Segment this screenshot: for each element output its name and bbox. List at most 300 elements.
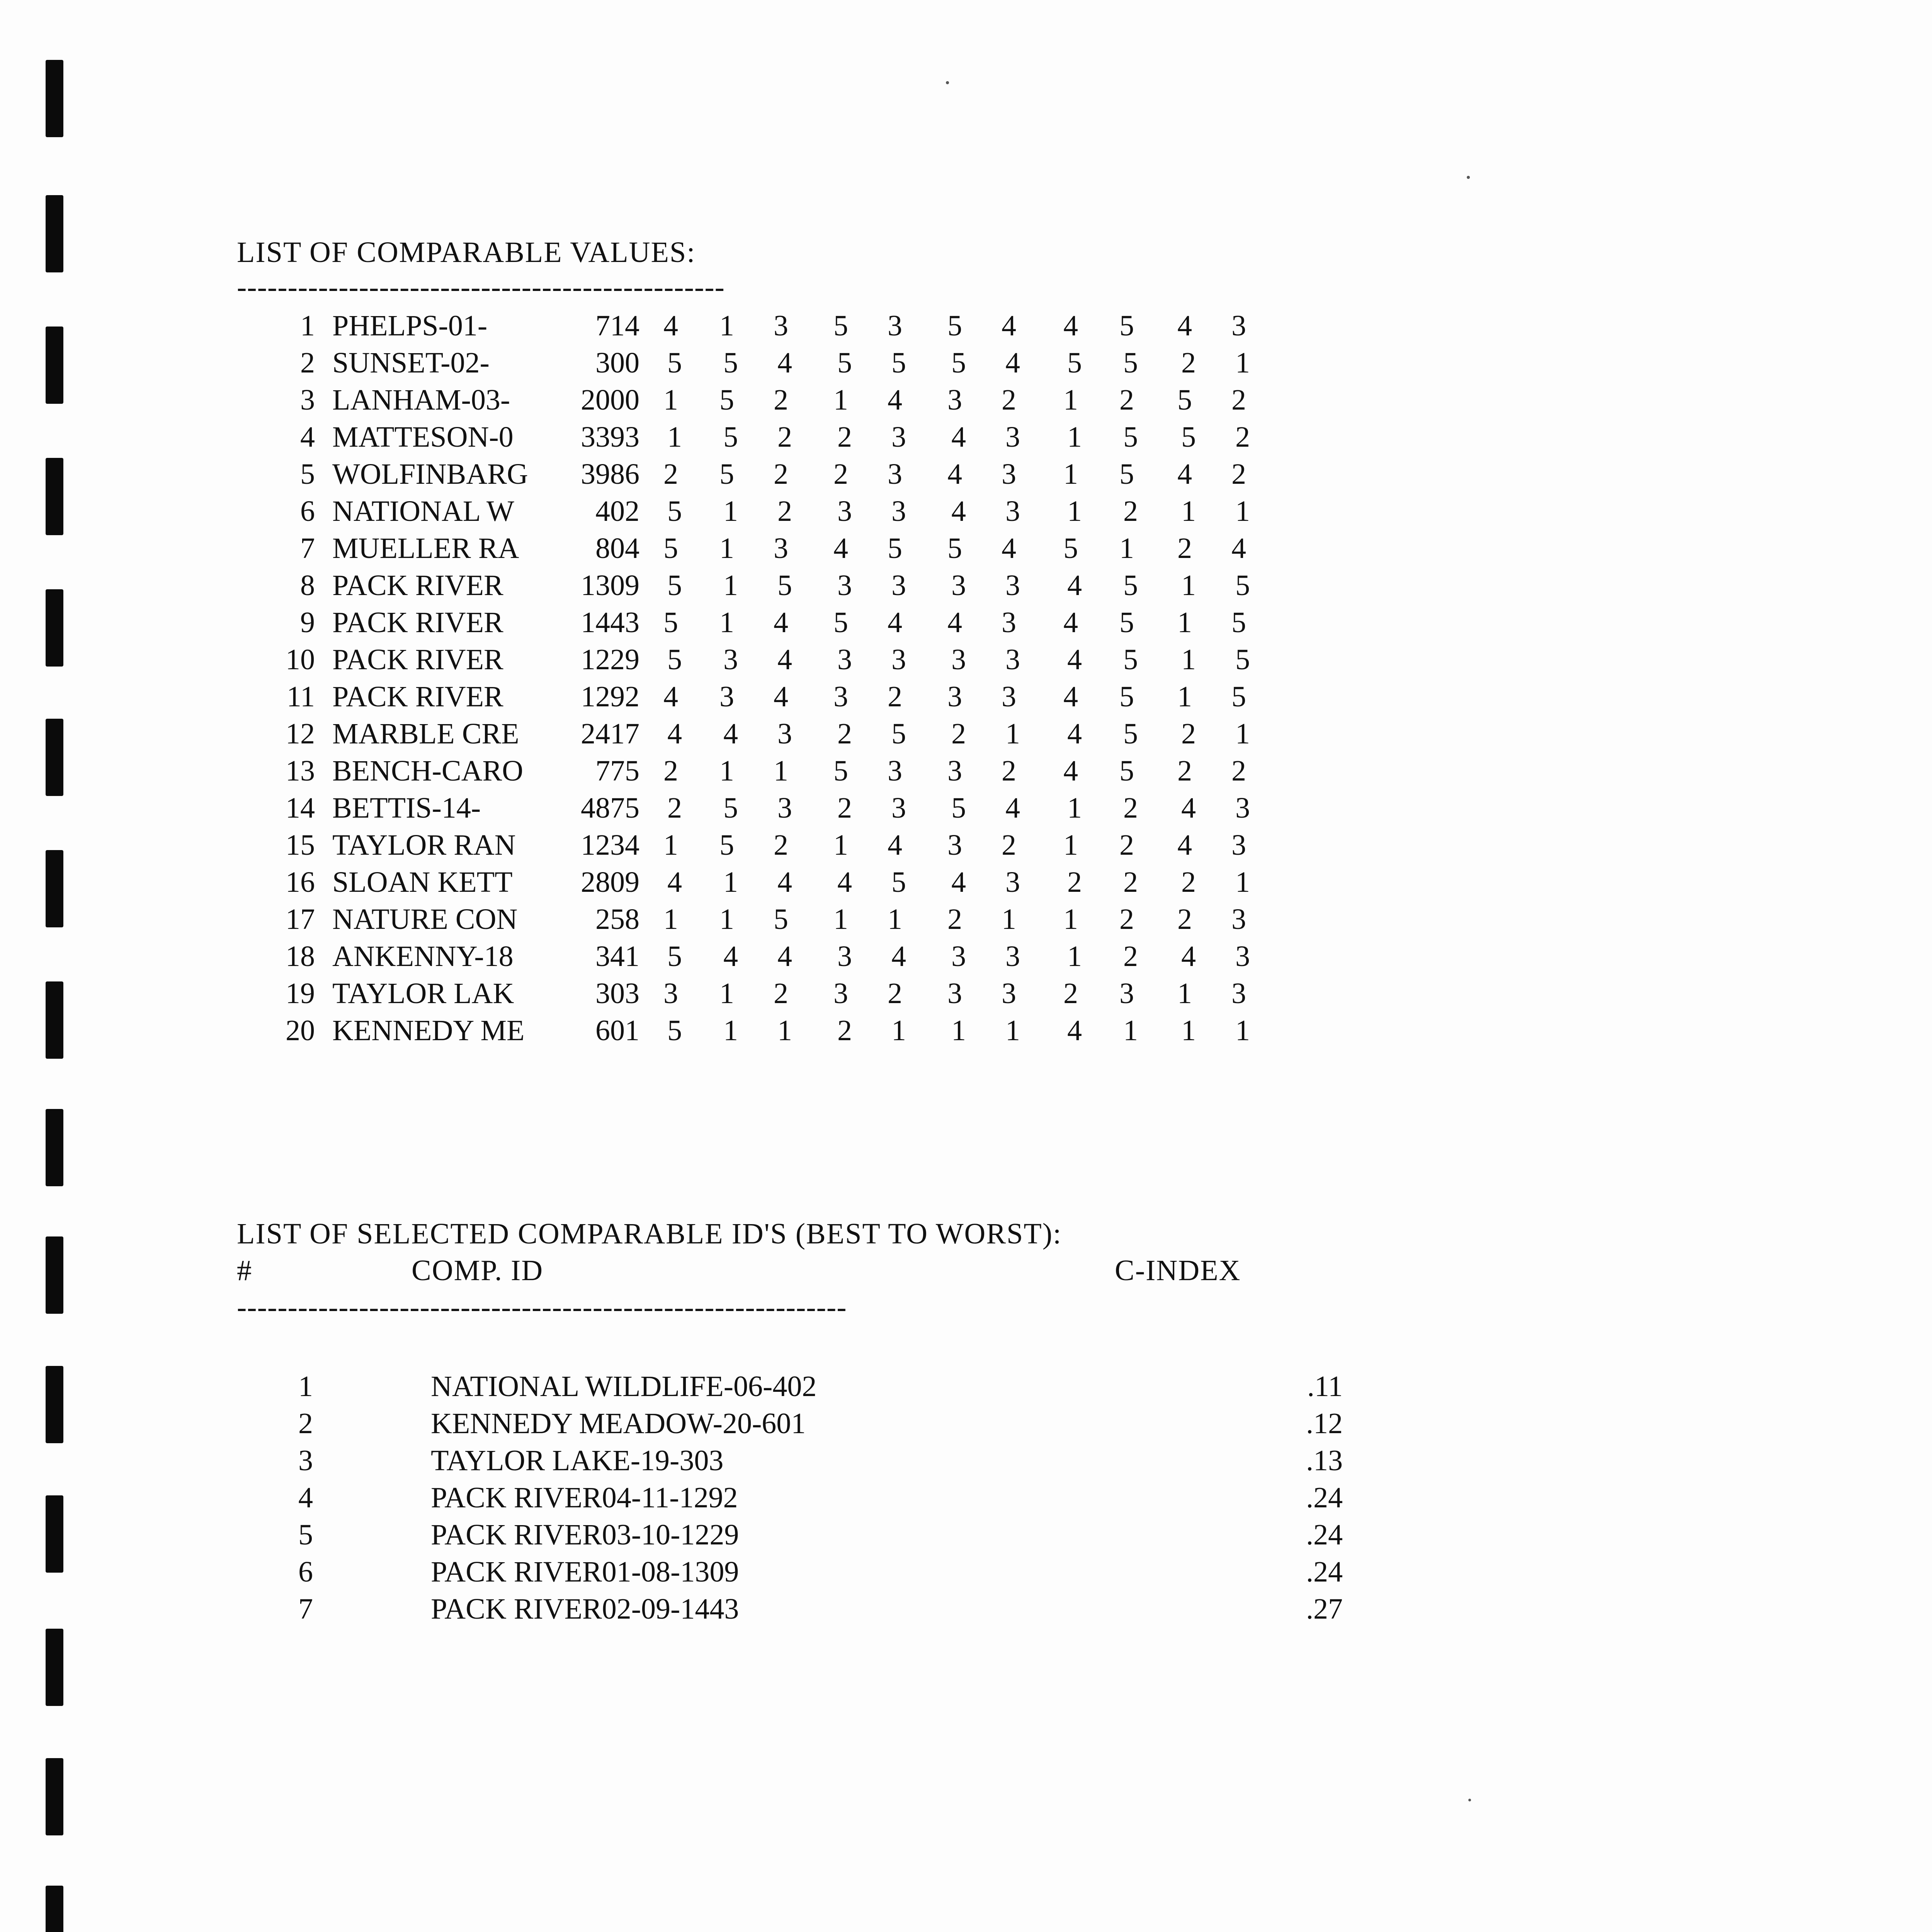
score-cell: 3 (951, 940, 966, 973)
row-number: 20 (286, 1014, 315, 1047)
binder-hole-mark (46, 1758, 63, 1835)
table-row (0, 606, 1314, 641)
score-cell: 5 (833, 310, 848, 342)
score-cell: 4 (777, 643, 792, 676)
c-index: .24 (1306, 1556, 1343, 1588)
score-cell: 5 (777, 569, 792, 602)
score-cell: 5 (667, 569, 682, 602)
score-cell: 4 (1177, 310, 1192, 342)
score-cell: 4 (1177, 458, 1192, 490)
score-cell: 4 (774, 680, 788, 713)
score-cell: 5 (1063, 532, 1078, 565)
score-cell: 2 (663, 755, 678, 787)
table-row (0, 791, 1314, 826)
score-cell: 2 (1181, 718, 1196, 750)
comparable-value: 2000 (581, 384, 639, 416)
table-row (0, 680, 1314, 715)
score-cell: 5 (951, 347, 966, 379)
score-cell: 2 (1063, 977, 1078, 1010)
comparable-value: 775 (595, 755, 639, 787)
score-cell: 4 (1063, 310, 1078, 342)
score-cell: 4 (1181, 792, 1196, 824)
score-cell: 2 (1181, 347, 1196, 379)
score-cell: 3 (663, 977, 678, 1010)
score-cell: 3 (837, 569, 852, 602)
score-cell: 5 (833, 606, 848, 639)
table-row (0, 1592, 1391, 1627)
score-cell: 1 (719, 310, 734, 342)
score-cell: 1 (1063, 903, 1078, 935)
score-cell: 2 (837, 792, 852, 824)
score-cell: 1 (1067, 940, 1082, 973)
score-cell: 2 (777, 421, 792, 453)
score-cell: 3 (947, 829, 962, 861)
score-cell: 5 (667, 347, 682, 379)
score-cell: 1 (1181, 643, 1196, 676)
score-cell: 2 (837, 718, 852, 750)
score-cell: 3 (891, 569, 906, 602)
comparable-name: ANKENNY-18 (332, 940, 514, 973)
score-cell: 2 (1123, 940, 1138, 973)
score-cell: 4 (1002, 310, 1016, 342)
score-cell: 4 (951, 495, 966, 527)
score-cell: 2 (774, 977, 788, 1010)
comparable-value: 1229 (581, 643, 639, 676)
table-row (0, 532, 1314, 566)
row-number: 2 (300, 347, 315, 379)
row-number: 17 (286, 903, 315, 935)
comparable-value: 1234 (581, 829, 639, 861)
score-cell: 4 (663, 680, 678, 713)
table-row (0, 1444, 1391, 1479)
comparable-value: 2809 (581, 866, 639, 898)
score-cell: 4 (1067, 1014, 1082, 1047)
score-cell: 1 (719, 606, 734, 639)
score-cell: 4 (777, 347, 792, 379)
score-cell: 5 (1123, 569, 1138, 602)
comparable-name: SLOAN KETT (332, 866, 513, 898)
score-cell: 2 (1123, 866, 1138, 898)
row-number: 13 (286, 755, 315, 787)
rank-number: 5 (298, 1519, 313, 1551)
score-cell: 4 (951, 421, 966, 453)
score-cell: 5 (1235, 643, 1250, 676)
score-cell: 1 (719, 755, 734, 787)
binder-hole-mark (46, 1629, 63, 1706)
score-cell: 3 (888, 458, 902, 490)
row-number: 14 (286, 792, 315, 824)
score-cell: 4 (663, 310, 678, 342)
binder-hole-mark (46, 1109, 63, 1186)
score-cell: 1 (1063, 458, 1078, 490)
score-cell: 1 (1123, 1014, 1138, 1047)
speck (1468, 1799, 1471, 1801)
score-cell: 5 (1123, 643, 1138, 676)
score-cell: 5 (891, 347, 906, 379)
score-cell: 5 (947, 310, 962, 342)
score-cell: 2 (951, 718, 966, 750)
rank-number: 6 (298, 1556, 313, 1588)
comp-id: PACK RIVER02-09-1443 (431, 1593, 739, 1625)
score-cell: 5 (1123, 347, 1138, 379)
score-cell: 3 (1002, 458, 1016, 490)
score-cell: 2 (1177, 903, 1192, 935)
score-cell: 3 (1002, 606, 1016, 639)
score-cell: 5 (667, 643, 682, 676)
comparable-values-divider: ------------------------------------------------ (237, 271, 725, 303)
score-cell: 2 (1123, 792, 1138, 824)
comparable-value: 3393 (581, 421, 639, 453)
score-cell: 4 (1063, 755, 1078, 787)
score-cell: 5 (951, 792, 966, 824)
score-cell: 3 (837, 495, 852, 527)
score-cell: 4 (667, 866, 682, 898)
c-index: .27 (1306, 1593, 1343, 1625)
comparable-values-title: LIST OF COMPARABLE VALUES: (237, 236, 696, 269)
score-cell: 3 (1005, 643, 1020, 676)
score-cell: 1 (1005, 718, 1020, 750)
score-cell: 5 (1231, 680, 1246, 713)
comp-id: PACK RIVER01-08-1309 (431, 1556, 739, 1588)
score-cell: 4 (1063, 680, 1078, 713)
c-index: .11 (1307, 1370, 1343, 1403)
score-cell: 2 (1235, 421, 1250, 453)
score-cell: 4 (723, 718, 738, 750)
comparable-value: 3986 (581, 458, 639, 490)
score-cell: 1 (723, 495, 738, 527)
score-cell: 3 (947, 680, 962, 713)
score-cell: 1 (1063, 829, 1078, 861)
score-cell: 1 (891, 1014, 906, 1047)
score-cell: 5 (837, 347, 852, 379)
score-cell: 5 (1177, 384, 1192, 416)
score-cell: 4 (1067, 569, 1082, 602)
comp-id: PACK RIVER03-10-1229 (431, 1519, 739, 1551)
table-row (0, 940, 1314, 975)
score-cell: 5 (719, 384, 734, 416)
score-cell: 1 (1235, 1014, 1250, 1047)
score-cell: 1 (719, 532, 734, 565)
score-cell: 3 (1231, 903, 1246, 935)
score-cell: 1 (1177, 977, 1192, 1010)
score-cell: 5 (723, 792, 738, 824)
score-cell: 5 (1119, 310, 1134, 342)
table-row (0, 1518, 1391, 1553)
comparable-name: PHELPS-01- (332, 310, 488, 342)
table-row (0, 866, 1314, 900)
score-cell: 4 (777, 940, 792, 973)
comparable-name: PACK RIVER (332, 569, 503, 602)
score-cell: 1 (663, 829, 678, 861)
score-cell: 1 (723, 569, 738, 602)
score-cell: 3 (1002, 680, 1016, 713)
score-cell: 1 (1177, 680, 1192, 713)
score-cell: 1 (1235, 866, 1250, 898)
comparable-value: 303 (595, 977, 639, 1010)
score-cell: 5 (667, 940, 682, 973)
score-cell: 2 (833, 458, 848, 490)
score-cell: 1 (833, 384, 848, 416)
score-cell: 3 (1235, 792, 1250, 824)
score-cell: 3 (888, 755, 902, 787)
table-row (0, 569, 1314, 604)
score-cell: 3 (1005, 495, 1020, 527)
score-cell: 4 (723, 940, 738, 973)
speck (946, 81, 949, 84)
row-number: 4 (300, 421, 315, 453)
table-row (0, 1370, 1391, 1405)
score-cell: 5 (1235, 569, 1250, 602)
score-cell: 1 (1235, 495, 1250, 527)
comparable-value: 4875 (581, 792, 639, 824)
score-cell: 1 (1063, 384, 1078, 416)
row-number: 1 (300, 310, 315, 342)
comparable-value: 1443 (581, 606, 639, 639)
comparable-value: 2417 (581, 718, 639, 750)
score-cell: 1 (663, 903, 678, 935)
score-cell: 3 (1005, 866, 1020, 898)
score-cell: 4 (947, 458, 962, 490)
score-cell: 3 (888, 310, 902, 342)
table-row (0, 717, 1314, 752)
table-row (0, 495, 1314, 529)
score-cell: 5 (723, 347, 738, 379)
score-cell: 2 (1181, 866, 1196, 898)
score-cell: 4 (951, 866, 966, 898)
table-row (0, 346, 1314, 381)
score-cell: 1 (1181, 495, 1196, 527)
selected-comparables-divider: ------------------------------------------------------------ (237, 1291, 847, 1323)
score-cell: 2 (1231, 755, 1246, 787)
score-cell: 2 (1119, 384, 1134, 416)
score-cell: 4 (1181, 940, 1196, 973)
score-cell: 4 (947, 606, 962, 639)
score-cell: 1 (951, 1014, 966, 1047)
score-cell: 3 (833, 680, 848, 713)
comparable-value: 341 (595, 940, 639, 973)
score-cell: 3 (947, 977, 962, 1010)
selected-comparables-title: LIST OF SELECTED COMPARABLE ID'S (BEST TO WORST): (237, 1218, 1062, 1250)
comparable-name: BENCH-CARO (332, 755, 524, 787)
table-row (0, 420, 1314, 455)
score-cell: 4 (1063, 606, 1078, 639)
score-cell: 3 (1231, 310, 1246, 342)
score-cell: 3 (774, 310, 788, 342)
table-row (0, 643, 1314, 678)
score-cell: 3 (1119, 977, 1134, 1010)
score-cell: 4 (1005, 347, 1020, 379)
row-number: 10 (286, 643, 315, 676)
score-cell: 4 (1067, 643, 1082, 676)
score-cell: 3 (1231, 829, 1246, 861)
rank-number: 1 (298, 1370, 313, 1403)
score-cell: 2 (837, 1014, 852, 1047)
comparable-value: 258 (595, 903, 639, 935)
score-cell: 1 (774, 755, 788, 787)
score-cell: 2 (1177, 532, 1192, 565)
score-cell: 2 (1123, 495, 1138, 527)
score-cell: 5 (667, 495, 682, 527)
score-cell: 5 (719, 829, 734, 861)
score-cell: 3 (1005, 421, 1020, 453)
table-row (0, 903, 1314, 937)
score-cell: 2 (888, 680, 902, 713)
score-cell: 3 (723, 643, 738, 676)
score-cell: 2 (663, 458, 678, 490)
score-cell: 1 (777, 1014, 792, 1047)
score-cell: 1 (833, 903, 848, 935)
score-cell: 5 (1119, 755, 1134, 787)
score-cell: 4 (891, 940, 906, 973)
c-index: .12 (1306, 1407, 1343, 1440)
comparable-name: MATTESON-0 (332, 421, 514, 453)
comparable-name: SUNSET-02- (332, 347, 490, 379)
score-cell: 2 (1002, 755, 1016, 787)
score-cell: 3 (774, 532, 788, 565)
comparable-name: KENNEDY ME (332, 1014, 525, 1047)
c-index: .13 (1306, 1444, 1343, 1477)
comp-id: NATIONAL WILDLIFE-06-402 (431, 1370, 817, 1403)
score-cell: 3 (1235, 940, 1250, 973)
score-cell: 5 (1119, 458, 1134, 490)
score-cell: 5 (947, 532, 962, 565)
row-number: 12 (286, 718, 315, 750)
score-cell: 5 (663, 606, 678, 639)
comparable-value: 300 (595, 347, 639, 379)
rank-number: 7 (298, 1593, 313, 1625)
comparable-name: BETTIS-14- (332, 792, 481, 824)
row-number: 11 (286, 680, 315, 713)
score-cell: 1 (663, 384, 678, 416)
row-number: 5 (300, 458, 315, 490)
score-cell: 5 (723, 421, 738, 453)
score-cell: 3 (1231, 977, 1246, 1010)
score-cell: 3 (837, 940, 852, 973)
score-cell: 3 (837, 643, 852, 676)
score-cell: 2 (667, 792, 682, 824)
score-cell: 1 (1177, 606, 1192, 639)
binder-hole-mark (46, 195, 63, 272)
score-cell: 3 (951, 643, 966, 676)
score-cell: 4 (833, 532, 848, 565)
score-cell: 3 (891, 643, 906, 676)
score-cell: 5 (1123, 421, 1138, 453)
row-number: 3 (300, 384, 315, 416)
score-cell: 1 (1181, 569, 1196, 602)
score-cell: 4 (667, 718, 682, 750)
score-cell: 2 (837, 421, 852, 453)
score-cell: 5 (1231, 606, 1246, 639)
score-cell: 4 (1067, 718, 1082, 750)
table-row (0, 383, 1314, 418)
rank-number: 4 (298, 1481, 313, 1514)
comp-id: TAYLOR LAKE-19-303 (431, 1444, 724, 1477)
header-c-index: C-INDEX (1115, 1254, 1241, 1287)
c-index: .24 (1306, 1519, 1343, 1551)
table-row (0, 309, 1314, 344)
comparable-name: LANHAM-03- (332, 384, 510, 416)
comparable-name: TAYLOR LAK (332, 977, 514, 1010)
comparable-name: TAYLOR RAN (332, 829, 516, 861)
comparable-value: 1292 (581, 680, 639, 713)
row-number: 9 (300, 606, 315, 639)
score-cell: 2 (888, 977, 902, 1010)
score-cell: 5 (1123, 718, 1138, 750)
header-comp-id: COMP. ID (412, 1254, 544, 1287)
score-cell: 5 (667, 1014, 682, 1047)
comparable-name: MARBLE CRE (332, 718, 519, 750)
score-cell: 1 (1067, 792, 1082, 824)
comparable-value: 804 (595, 532, 639, 565)
comparable-name: PACK RIVER (332, 643, 503, 676)
table-row (0, 457, 1314, 492)
table-row (0, 1555, 1391, 1590)
score-cell: 1 (1067, 421, 1082, 453)
score-cell: 3 (719, 680, 734, 713)
comparable-value: 402 (595, 495, 639, 527)
score-cell: 1 (719, 977, 734, 1010)
score-cell: 3 (891, 495, 906, 527)
score-cell: 2 (1002, 829, 1016, 861)
score-cell: 5 (719, 458, 734, 490)
score-cell: 2 (774, 458, 788, 490)
score-cell: 5 (833, 755, 848, 787)
score-cell: 2 (1231, 384, 1246, 416)
score-cell: 5 (1067, 347, 1082, 379)
score-cell: 4 (1177, 829, 1192, 861)
row-number: 16 (286, 866, 315, 898)
comparable-value: 714 (595, 310, 639, 342)
score-cell: 5 (891, 866, 906, 898)
table-row (0, 828, 1314, 863)
score-cell: 4 (774, 606, 788, 639)
row-number: 15 (286, 829, 315, 861)
comp-id: PACK RIVER04-11-1292 (431, 1481, 738, 1514)
comparable-name: MUELLER RA (332, 532, 519, 565)
row-number: 7 (300, 532, 315, 565)
score-cell: 1 (1005, 1014, 1020, 1047)
score-cell: 2 (947, 903, 962, 935)
comparable-value: 1309 (581, 569, 639, 602)
row-number: 6 (300, 495, 315, 527)
score-cell: 2 (1231, 458, 1246, 490)
score-cell: 5 (888, 532, 902, 565)
score-cell: 3 (891, 421, 906, 453)
score-cell: 2 (774, 829, 788, 861)
score-cell: 3 (891, 792, 906, 824)
score-cell: 5 (663, 532, 678, 565)
score-cell: 1 (719, 903, 734, 935)
score-cell: 5 (774, 903, 788, 935)
score-cell: 3 (947, 384, 962, 416)
score-cell: 4 (888, 829, 902, 861)
table-row (0, 977, 1314, 1012)
score-cell: 1 (1235, 347, 1250, 379)
comparable-name: NATURE CON (332, 903, 518, 935)
score-cell: 2 (777, 495, 792, 527)
score-cell: 1 (888, 903, 902, 935)
rank-number: 3 (298, 1444, 313, 1477)
row-number: 19 (286, 977, 315, 1010)
score-cell: 4 (888, 384, 902, 416)
score-cell: 2 (1119, 903, 1134, 935)
score-cell: 1 (1119, 532, 1134, 565)
comparable-name: NATIONAL W (332, 495, 514, 527)
score-cell: 2 (1067, 866, 1082, 898)
score-cell: 3 (777, 792, 792, 824)
score-cell: 1 (1181, 1014, 1196, 1047)
row-number: 8 (300, 569, 315, 602)
